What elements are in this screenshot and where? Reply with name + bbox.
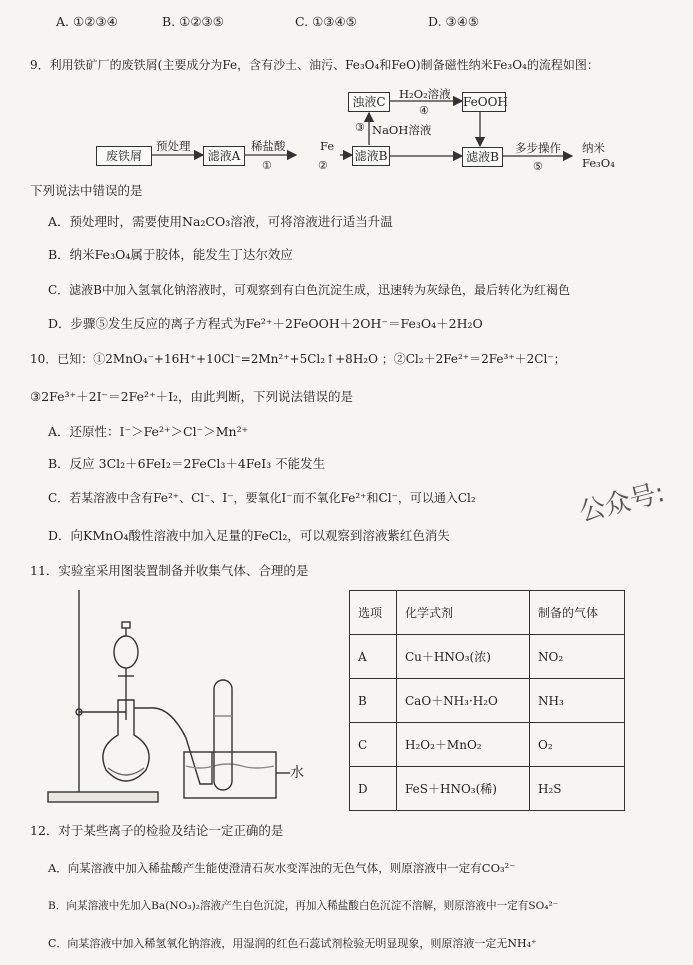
flow-label-h2o2: H₂O₂溶液 bbox=[399, 87, 451, 101]
table-header-cell: 化学式剂 bbox=[397, 591, 530, 635]
q12-option-c: C．向某溶液中加入稀氢氧化钠溶液，用湿润的红色石蕊试剂检验无明显现象，则原溶液一定无NH₄⁺ bbox=[48, 937, 537, 950]
table-cell: NH₃ bbox=[530, 679, 625, 723]
q9-option-d: D．步骤⑤发生反应的离子方程式为Fe²⁺＋2FeOOH＋2OH⁻＝Fe₃O₄＋2H₂O bbox=[48, 316, 483, 331]
watermark: 公众号: bbox=[576, 477, 668, 528]
q11-stem: 11．实验室采用图装置制备并收集气体、合理的是 bbox=[30, 563, 309, 578]
table-row bbox=[350, 679, 625, 723]
table-row bbox=[350, 767, 625, 811]
q9-option-a: A．预处理时，需要使用Na₂CO₃溶液，可将溶液进行适当升温 bbox=[48, 214, 393, 229]
table-header-cell: 制备的气体 bbox=[530, 591, 625, 635]
table-cell: D bbox=[350, 767, 397, 811]
q10-option-a: A．还原性：I⁻＞Fe²⁺＞Cl⁻＞Mn²⁺ bbox=[48, 424, 249, 439]
q10-line2: ③2Fe³⁺＋2I⁻＝2Fe²⁺＋I₂，由此判断，下列说法错误的是 bbox=[30, 389, 354, 404]
flow-step-3: ③ bbox=[355, 121, 365, 134]
q8-option-a: A. ①②③④ bbox=[56, 14, 118, 29]
q8-option-b: B. ①②③⑤ bbox=[162, 14, 224, 29]
table-cell: FeS＋HNO₃(稀) bbox=[397, 767, 530, 811]
table-cell: O₂ bbox=[530, 723, 625, 767]
table-cell: NO₂ bbox=[530, 635, 625, 679]
flow-label-pretreat: 预处理 bbox=[156, 139, 191, 153]
flow-box-filtrate-b2: 滤液B bbox=[462, 147, 503, 167]
table-cell: H₂S bbox=[530, 767, 625, 811]
q8-option-c: C. ①③④⑤ bbox=[295, 14, 357, 29]
q8-option-d: D. ③④⑤ bbox=[428, 14, 480, 29]
flow-box-raw-iron: 废铁屑 bbox=[96, 146, 152, 166]
q12-option-b: B．向某溶液中先加入Ba(NO₃)₂溶液产生白色沉淀，再加入稀盐酸白色沉淀不溶解，则原溶液中一定有SO₄²⁻ bbox=[48, 900, 559, 912]
q9-option-b: B．纳米Fe₃O₄属于胶体，能发生丁达尔效应 bbox=[48, 247, 293, 262]
flow-step-4: ④ bbox=[419, 104, 429, 117]
water-label: 水 bbox=[290, 765, 304, 781]
flow-box-filtrate-b: 滤液B bbox=[352, 146, 390, 166]
flow-box-filtrate-a: 滤液A bbox=[203, 146, 245, 166]
q9-stem: 9．利用铁矿厂的废铁屑(主要成分为Fe，含有沙土、油污、Fe₃O₄和FeO)制备磁性纳米Fe₃O₄的流程如图： bbox=[30, 58, 599, 72]
flow-box-turbid-c: 浊液C bbox=[348, 92, 390, 112]
flow-label-naoh: NaOH溶液 bbox=[372, 123, 432, 137]
q12-option-a: A．向某溶液中加入稀盐酸产生能使澄清石灰水变浑浊的无色气体，则原溶液中一定有CO₃²⁻ bbox=[48, 861, 516, 875]
flow-step-1: ① bbox=[262, 159, 272, 172]
q10-option-d: D．向KMnO₄酸性溶液中加入足量的FeCl₂，可以观察到溶液紫红色消失 bbox=[48, 528, 450, 543]
q11-options-table bbox=[349, 590, 625, 811]
table-header-row bbox=[350, 591, 625, 635]
q10-option-c: C．若某溶液中含有Fe²⁺、Cl⁻、I⁻，要氧化I⁻而不氧化Fe²⁺和Cl⁻，可以通入Cl₂ bbox=[48, 491, 476, 505]
table-row bbox=[350, 635, 625, 679]
table-header-cell: 选项 bbox=[350, 591, 397, 635]
q12-stem: 12．对于某些离子的检验及结论一定正确的是 bbox=[30, 823, 284, 838]
table-cell: A bbox=[350, 635, 397, 679]
flow-step-5: ⑤ bbox=[533, 160, 543, 173]
table-cell: B bbox=[350, 679, 397, 723]
table-cell: CaO＋NH₃·H₂O bbox=[397, 679, 530, 723]
q10-line1: 10．已知：①2MnO₄⁻+16H⁺+10Cl⁻=2Mn²⁺+5Cl₂↑+8H₂O ；②Cl₂＋2Fe²⁺＝2Fe³⁺＋2Cl⁻； bbox=[30, 352, 566, 366]
table-row bbox=[350, 723, 625, 767]
q9-option-c: C．滤液B中加入氢氧化钠溶液时，可观察到有白色沉淀生成，迅速转为灰绿色，最后转化为红褐色 bbox=[48, 283, 571, 297]
flow-step-2: ② bbox=[318, 159, 328, 172]
table-cell: Cu＋HNO₃(浓) bbox=[397, 635, 530, 679]
flow-box-feooh: FeOOH bbox=[462, 92, 506, 112]
flow-label-multistep: 多步操作 bbox=[515, 141, 561, 155]
q9-prompt: 下列说法中错误的是 bbox=[30, 183, 143, 198]
q10-option-b: B．反应 3Cl₂＋6FeI₂＝2FeCl₃＋4FeI₃ 不能发生 bbox=[48, 456, 326, 471]
flow-label-fe: Fe bbox=[320, 139, 335, 153]
table-cell: H₂O₂＋MnO₂ bbox=[397, 723, 530, 767]
flow-product: 纳米 Fe₃O₄ bbox=[582, 141, 615, 170]
table-cell: C bbox=[350, 723, 397, 767]
flow-label-hcl: 稀盐酸 bbox=[251, 139, 286, 153]
